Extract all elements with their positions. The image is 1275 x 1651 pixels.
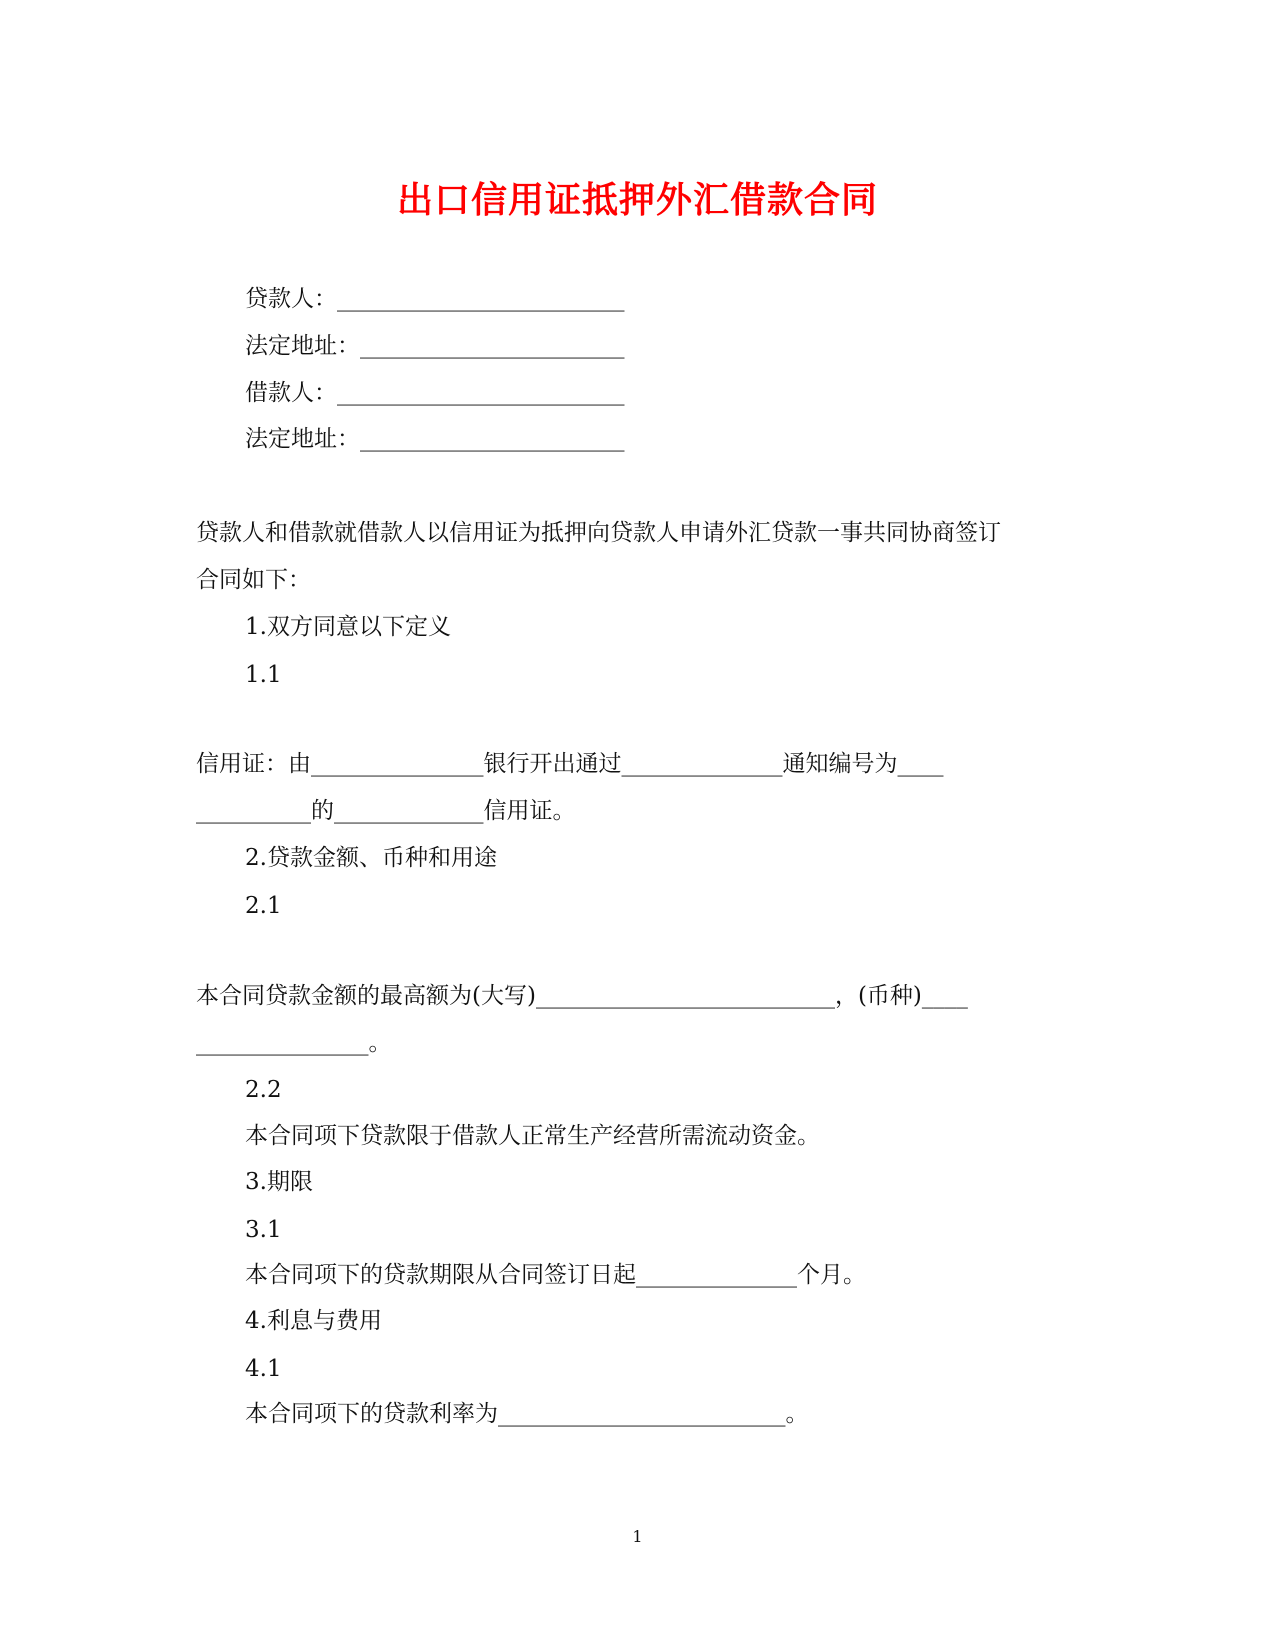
clause-4-1-number: 4.1 [245, 1356, 282, 1382]
preamble-line-1: 贷款人和借款就借款人以信用证为抵押向贷款人申请外汇贷款一事共同协商签订 [196, 520, 1001, 546]
clause-4-1-text: 本合同项下的贷款利率为_________________________。 [245, 1401, 809, 1427]
clause-2-2-number: 2.2 [245, 1077, 282, 1103]
clause-1-1-text-1: 信用证：由_______________银行开出通过______________通知编号为____ [196, 751, 944, 777]
clause-2-1-text-2: _______________。 [196, 1030, 392, 1056]
section-4-heading: 4.利息与费用 [245, 1308, 382, 1334]
section-1-heading: 1.双方同意以下定义 [245, 614, 451, 640]
clause-3-1-number: 3.1 [245, 1217, 282, 1243]
clause-1-1-text-2: __________的_____________信用证。 [196, 798, 576, 824]
clause-2-1-number: 2.1 [245, 893, 282, 919]
lender-line: 贷款人：_________________________ [245, 286, 625, 312]
document-title: 出口信用证抵押外汇借款合同 [396, 179, 878, 221]
page-number: 1 [632, 1527, 643, 1546]
preamble-line-2: 合同如下： [196, 567, 311, 593]
clause-2-2-text: 本合同项下贷款限于借款人正常生产经营所需流动资金。 [245, 1123, 820, 1149]
section-2-heading: 2.贷款金额、币种和用途 [245, 845, 497, 871]
section-3-heading: 3.期限 [245, 1169, 313, 1195]
clause-2-1-text-1: 本合同贷款金额的最高额为(大写)__________________________，(币种)____ [196, 983, 968, 1009]
clause-1-1-number: 1.1 [245, 662, 282, 688]
clause-3-1-text: 本合同项下的贷款期限从合同签订日起______________个月。 [245, 1262, 866, 1288]
lender-address-line: 法定地址：_______________________ [245, 333, 625, 359]
borrower-line: 借款人：_________________________ [245, 380, 625, 406]
borrower-address-line: 法定地址：_______________________ [245, 426, 625, 452]
